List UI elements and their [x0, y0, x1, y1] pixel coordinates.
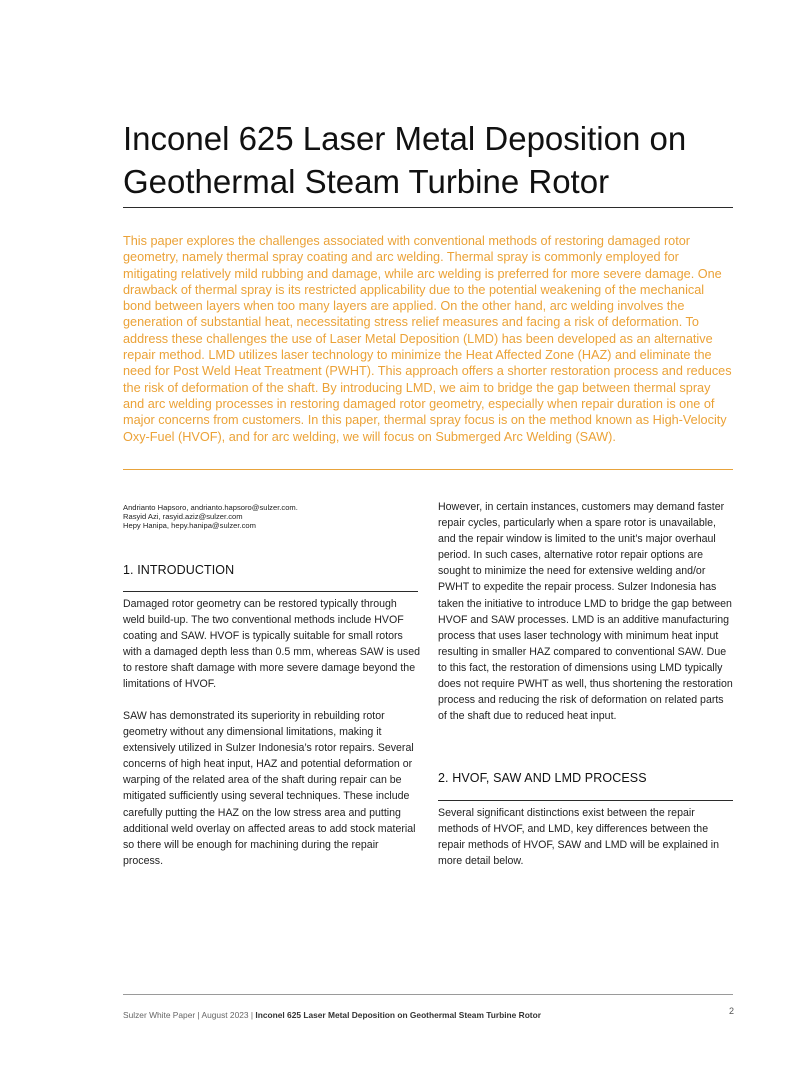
- paper-title: Inconel 625 Laser Metal Deposition on Geothermal Steam Turbine Rotor: [123, 120, 687, 200]
- footer-text: [123, 1010, 541, 1020]
- intro-paragraph-2: SAW has demonstrated its superiority in rebuilding rotor geometry without any dimensional limitations, making it extensively utilized in Sulzer Indonesia’s rotor repairs. Several concerns of high heat input, HAZ and potential deformation or warping of the related area of the shaft during repair can be mitigated sufficiently using several techniques. These include carefully putting the HAZ on the low stress area and putting additional weld overlay on affected areas to add stock material so there will be enough for machining during the repair process.: [123, 710, 416, 867]
- footer-title: Inconel 625 Laser Metal Deposition on Geothermal Steam Turbine Rotor: [255, 1010, 541, 1020]
- author-list: [123, 503, 423, 530]
- process-paragraph-1: Several significant distinctions exist between the repair methods of HVOF, and LMD, key differences between the repair methods of HVOF, SAW and LMD will be explained in more detail below.: [438, 807, 720, 868]
- footer-prefix: Sulzer White Paper | August 2023 |: [123, 1010, 256, 1020]
- abstract-divider: [123, 469, 733, 470]
- author-line: Andrianto Hapsoro, andrianto.hapsoro@sulzer.com.: [123, 503, 298, 512]
- footer-divider: [123, 994, 733, 995]
- section-heading-introduction: 1. INTRODUCTION: [123, 563, 235, 577]
- author-line: Rasyid Azi, rasyid.aziz@sulzer.com: [123, 512, 243, 521]
- section-divider: [123, 591, 418, 592]
- author-line: Hepy Hanipa, hepy.hanipa@sulzer.com: [123, 521, 256, 530]
- section-heading-process: 2. HVOF, SAW AND LMD PROCESS: [438, 771, 647, 785]
- title-divider: [123, 207, 733, 208]
- abstract: This paper explores the challenges associated with conventional methods of restoring damaged rotor geometry, namely thermal spray coating and arc welding. Thermal spray is commonly employed for mitigating relatively mild rubbing and damage, while arc welding is preferred for more severe damage. One drawback of thermal spray is its restricted applicability due to the potential weakening of the mechanical bond between layers when too many layers are applied. On the other hand, arc welding involves the generation of substantial heat, necessitating stress relief measures and facing a risk of deformation. To address these challenges the use of Laser Metal Deposition (LMD) has been developed as an alternative repair method. LMD utilizes laser technology to minimize the Heat Affected Zone (HAZ) and eliminate the need for Post Weld Heat Treatment (PWHT). This approach offers a shorter restoration process and reduces the risk of deformation of the shaft. By introducing LMD, we aim to bridge the gap between thermal spray and arc welding processes in restoring damaged rotor geometry, especially when repair duration is one of major concerns from customers. In this paper, thermal spray focus is on the method known as High-Velocity Oxy-Fuel (HVOF), and for arc welding, we will focus on Submerged Arc Welding (SAW).: [123, 234, 732, 444]
- intro-paragraph-3: However, in certain instances, customers may demand faster repair cycles, particularly when a spare rotor is unavailable, and the repair window is limited to the unit’s major overhaul period. In such cases, alternative rotor repair options are sought to minimize the need for extensive welding and/or PWHT to expedite the repair process. Sulzer Indonesia has taken the initiative to introduce LMD to bridge the gap between HVOF and SAW processes. LMD is an additive manufacturing process that uses laser technology with minimum heat input resulting in smaller HAZ compared to conventional SAW. Due to this fact, the restoration of dimensions using LMD typically does not require PWHT as well, thus shortening the restoration process and reducing the risk of deformation on related parts of the shaft due to reduced heat input.: [438, 501, 733, 723]
- intro-paragraph-1: Damaged rotor geometry can be restored typically through weld build-up. The two conventional methods include HVOF coating and SAW. HVOF is typically suitable for small rotors with a damaged depth less than 0.5 mm, whereas SAW is used to restore shaft damage with more severe damage beyond the limitations of HVOF.: [123, 598, 420, 691]
- section-divider: [438, 800, 733, 801]
- page-number: 2: [728, 1006, 734, 1016]
